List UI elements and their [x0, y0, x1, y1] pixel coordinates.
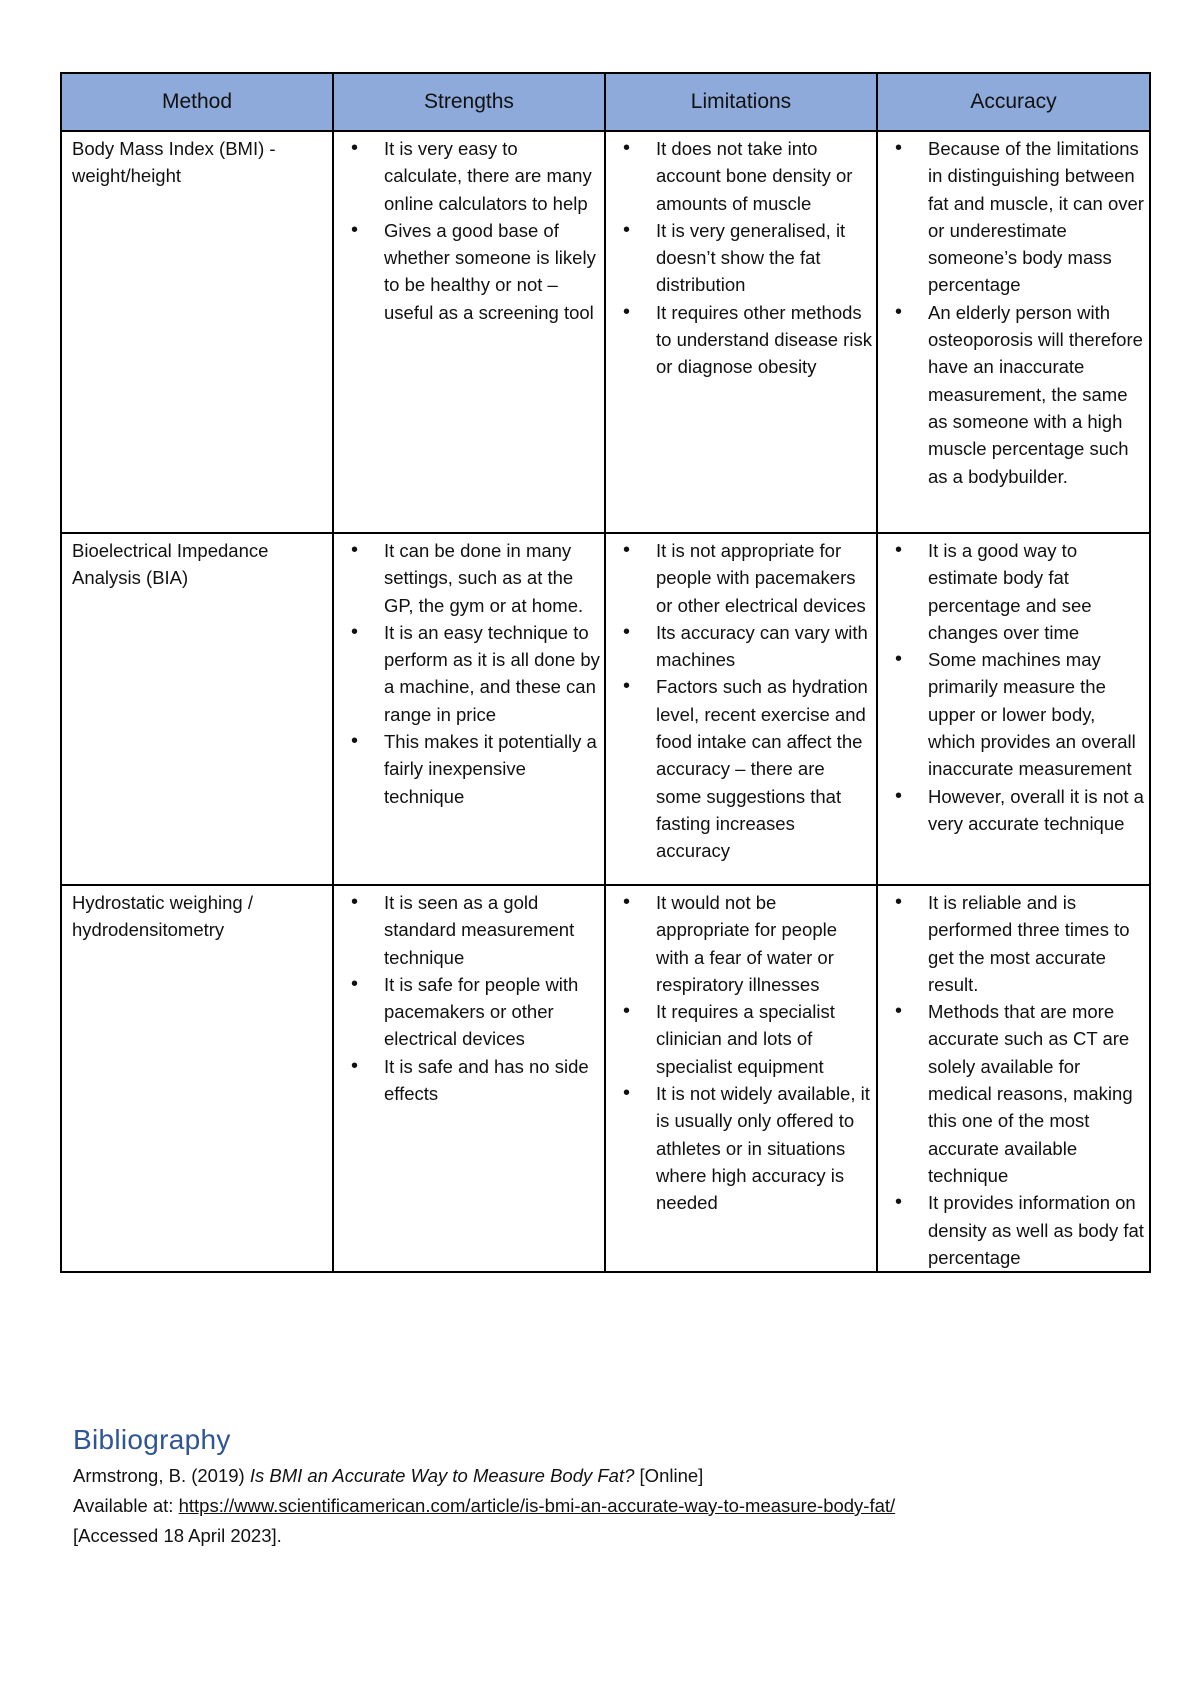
list-item: • It is safe and has no side effects	[344, 1053, 600, 1108]
accuracy-cell	[877, 533, 1150, 885]
list-item: • Gives a good base of whether someone is likely to be healthy or not – useful as a screening tool	[344, 217, 600, 326]
header-method: Method	[61, 73, 333, 131]
list-item: • Some machines may primarily measure the upper or lower body, which provides an overall inaccurate measurement	[888, 646, 1145, 782]
list-item: • It is reliable and is performed three times to get the most accurate result.	[888, 889, 1145, 998]
list-item: • It would not be appropriate for people with a fear of water or respiratory illnesses	[616, 889, 872, 998]
strengths-list	[344, 889, 600, 1107]
limitations-cell	[605, 885, 877, 1272]
accuracy-cell	[877, 131, 1150, 533]
list-item: • It is very easy to calculate, there are many online calculators to help	[344, 135, 600, 217]
table-header-row	[61, 73, 1150, 131]
accuracy-cell	[877, 885, 1150, 1272]
list-item: • Because of the limitations in distinguishing between fat and muscle, it can over or underestimate someone’s body mass percentage	[888, 135, 1145, 299]
limitations-list	[616, 889, 872, 1217]
limitations-list	[616, 135, 872, 381]
comparison-table	[60, 72, 1151, 1273]
bibliography-availability	[73, 1491, 1153, 1521]
list-item: • This makes it potentially a fairly inexpensive technique	[344, 728, 600, 810]
list-item: • An elderly person with osteoporosis will therefore have an inaccurate measurement, the same as someone with a high muscle percentage such as a bodybuilder.	[888, 299, 1145, 490]
method-name: Body Mass Index (BMI) - weight/height	[72, 138, 276, 187]
bibliography-section	[73, 1421, 1153, 1551]
list-item: • It does not take into account bone density or amounts of muscle	[616, 135, 872, 217]
method-name: Bioelectrical Impedance Analysis (BIA)	[72, 540, 269, 589]
method-cell	[61, 131, 333, 533]
list-item: • It is not widely available, it is usually only offered to athletes or in situations where high accuracy is needed	[616, 1080, 872, 1216]
strengths-cell	[333, 131, 605, 533]
bibliography-entry	[73, 1461, 1153, 1491]
table-row	[61, 131, 1150, 533]
method-cell	[61, 885, 333, 1272]
method-cell	[61, 533, 333, 885]
method-name: Hydrostatic weighing / hydrodensitometry	[72, 892, 253, 941]
limitations-list	[616, 537, 872, 865]
list-item: • It is seen as a gold standard measurement technique	[344, 889, 600, 971]
header-accuracy: Accuracy	[877, 73, 1150, 131]
list-item: • Factors such as hydration level, recent exercise and food intake can affect the accuracy – there are some suggestions that fasting increases accuracy	[616, 673, 872, 864]
bibliography-title: Is BMI an Accurate Way to Measure Body Fat?	[249, 1465, 635, 1486]
list-item: • It requires other methods to understand disease risk or diagnose obesity	[616, 299, 872, 381]
list-item: • Methods that are more accurate such as CT are solely available for medical reasons, making this one of the most accurate available technique	[888, 998, 1145, 1189]
bibliography-url-link[interactable]: https://www.scientificamerican.com/article/is-bmi-an-accurate-way-to-measure-body-fat/	[178, 1495, 896, 1516]
limitations-cell	[605, 533, 877, 885]
list-item: • However, overall it is not a very accurate technique	[888, 783, 1145, 838]
strengths-list	[344, 135, 600, 326]
list-item: • It is very generalised, it doesn’t show the fat distribution	[616, 217, 872, 299]
accuracy-list	[888, 537, 1145, 837]
limitations-cell	[605, 131, 877, 533]
table-row	[61, 885, 1150, 1272]
list-item: • It is safe for people with pacemakers or other electrical devices	[344, 971, 600, 1053]
table-row	[61, 533, 1150, 885]
header-limitations: Limitations	[605, 73, 877, 131]
header-strengths: Strengths	[333, 73, 605, 131]
list-item: • It provides information on density as well as body fat percentage	[888, 1189, 1145, 1271]
list-item: • It is not appropriate for people with pacemakers or other electrical devices	[616, 537, 872, 619]
strengths-list	[344, 537, 600, 810]
strengths-cell	[333, 885, 605, 1272]
accuracy-list	[888, 889, 1145, 1271]
available-label: Available at:	[73, 1495, 179, 1516]
accuracy-list	[888, 135, 1145, 490]
bibliography-author: Armstrong, B. (2019)	[73, 1465, 250, 1486]
bibliography-medium: [Online]	[634, 1465, 704, 1486]
strengths-cell	[333, 533, 605, 885]
list-item: • It can be done in many settings, such as at the GP, the gym or at home.	[344, 537, 600, 619]
list-item: • It is a good way to estimate body fat percentage and see changes over time	[888, 537, 1145, 646]
bibliography-accessed: [Accessed 18 April 2023].	[73, 1525, 282, 1546]
list-item: • It requires a specialist clinician and lots of specialist equipment	[616, 998, 872, 1080]
bibliography-heading: Bibliography	[73, 1424, 231, 1455]
list-item: • Its accuracy can vary with machines	[616, 619, 872, 674]
list-item: • It is an easy technique to perform as it is all done by a machine, and these can range in price	[344, 619, 600, 728]
